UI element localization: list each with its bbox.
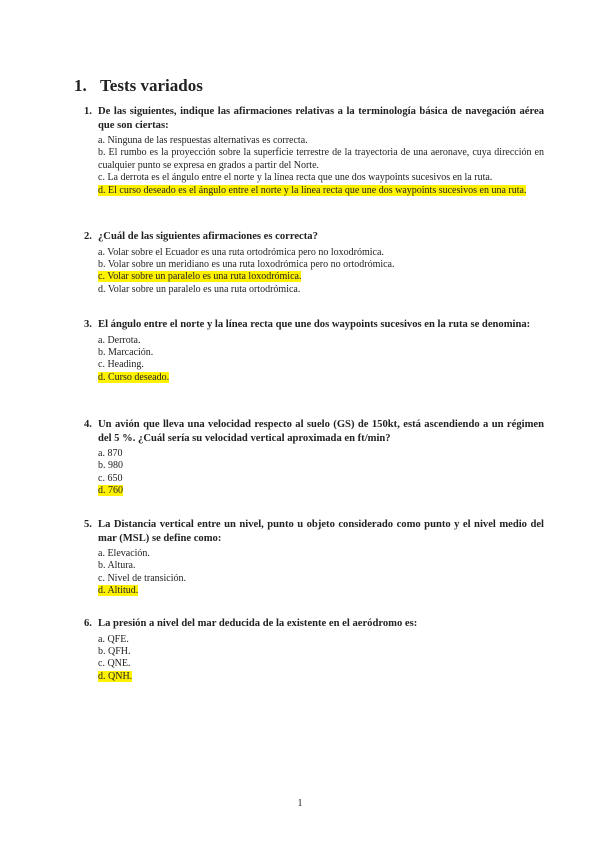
question-number: 2. bbox=[84, 231, 92, 242]
section-number: 1. bbox=[74, 76, 87, 95]
option-b: b. Altura. bbox=[98, 560, 136, 572]
section-title bbox=[74, 76, 203, 96]
option-c: c. La derrota es el ángulo entre el norte y la línea recta que une dos waypoints sucesivos en la ruta. bbox=[98, 172, 493, 184]
option-d-correct: d. QNH. bbox=[98, 670, 133, 682]
question-text: De las siguientes, indique las afirmaciones relativas a la terminología básica de navegación aérea que son ciertas: bbox=[98, 106, 544, 131]
option-a: a. 870 bbox=[98, 448, 123, 459]
question-text: Un avión que lleva una velocidad respecto al suelo (GS) de 150kt, está ascendiendo a un régimen del 5 %. ¿Cuál sería su velocidad vertical aproximada en ft/min? bbox=[98, 419, 544, 444]
page-number: 1 bbox=[297, 798, 303, 809]
option-b: b. 980 bbox=[98, 460, 123, 472]
option-d-correct: d. El curso deseado es el ángulo entre el norte y la línea recta que une dos waypoints sucesivos en una ruta. bbox=[98, 184, 527, 196]
option-c: c. Heading. bbox=[98, 359, 144, 371]
option-d-correct: d. 760 bbox=[98, 485, 123, 497]
option-d: d. Volar sobre un paralelo es una ruta ortodrómica. bbox=[98, 283, 301, 295]
options-list bbox=[84, 247, 544, 297]
options-list bbox=[84, 548, 544, 598]
option-a: a. Volar sobre el Ecuador es una ruta ortodrómica pero no loxodrómica. bbox=[98, 246, 384, 258]
question-text: La Distancia vertical entre un nivel, punto u objeto considerado como punto y el nivel medio del mar (MSL) se define como: bbox=[98, 519, 544, 544]
question-text: La presión a nivel del mar deducida de la existente en el aeródromo es: bbox=[98, 618, 418, 629]
section-title-text: Tests variados bbox=[100, 76, 203, 95]
option-c: c. QNE. bbox=[98, 658, 131, 670]
options-list bbox=[84, 335, 544, 385]
question-3 bbox=[84, 318, 544, 384]
option-b: b. El rumbo es la proyección sobre la superficie terrestre de la trayectoria de una aeronave, cuya dirección en cualquier punto se expresa en grados a partir del Norte. bbox=[98, 147, 544, 171]
question-2 bbox=[84, 230, 544, 296]
question-text: ¿Cuál de las siguientes afirmaciones es correcta? bbox=[98, 231, 318, 242]
question-number: 3. bbox=[84, 319, 92, 330]
question-number: 5. bbox=[84, 519, 92, 530]
option-d-correct: d. Altitud. bbox=[98, 585, 139, 597]
options-list bbox=[84, 135, 544, 197]
question-6 bbox=[84, 617, 544, 683]
option-d-correct: d. Curso deseado. bbox=[98, 371, 170, 383]
option-b: b. Marcación. bbox=[98, 346, 154, 358]
options-list bbox=[84, 448, 544, 498]
option-b: b. QFH. bbox=[98, 645, 131, 657]
option-c: c. Nivel de transición. bbox=[98, 572, 187, 584]
question-1 bbox=[84, 105, 544, 197]
option-a: a. Elevación. bbox=[98, 548, 150, 559]
option-c: c. 650 bbox=[98, 472, 123, 484]
option-c-correct: c. Volar sobre un paralelo es una ruta loxodrómica. bbox=[98, 271, 302, 283]
question-number: 4. bbox=[84, 419, 92, 430]
question-number: 6. bbox=[84, 618, 92, 629]
option-a: a. Ninguna de las respuestas alternativas es correcta. bbox=[98, 135, 308, 146]
question-4 bbox=[84, 418, 544, 498]
options-list bbox=[84, 634, 544, 684]
option-a: a. Derrota. bbox=[98, 334, 141, 346]
option-a: a. QFE. bbox=[98, 633, 129, 645]
option-b: b. Volar sobre un meridiano es una ruta loxodrómica pero no ortodrómica. bbox=[98, 258, 395, 270]
question-number: 1. bbox=[84, 106, 92, 117]
question-5 bbox=[84, 518, 544, 598]
question-text: El ángulo entre el norte y la línea recta que une dos waypoints sucesivos en la ruta se denomina: bbox=[98, 319, 531, 330]
